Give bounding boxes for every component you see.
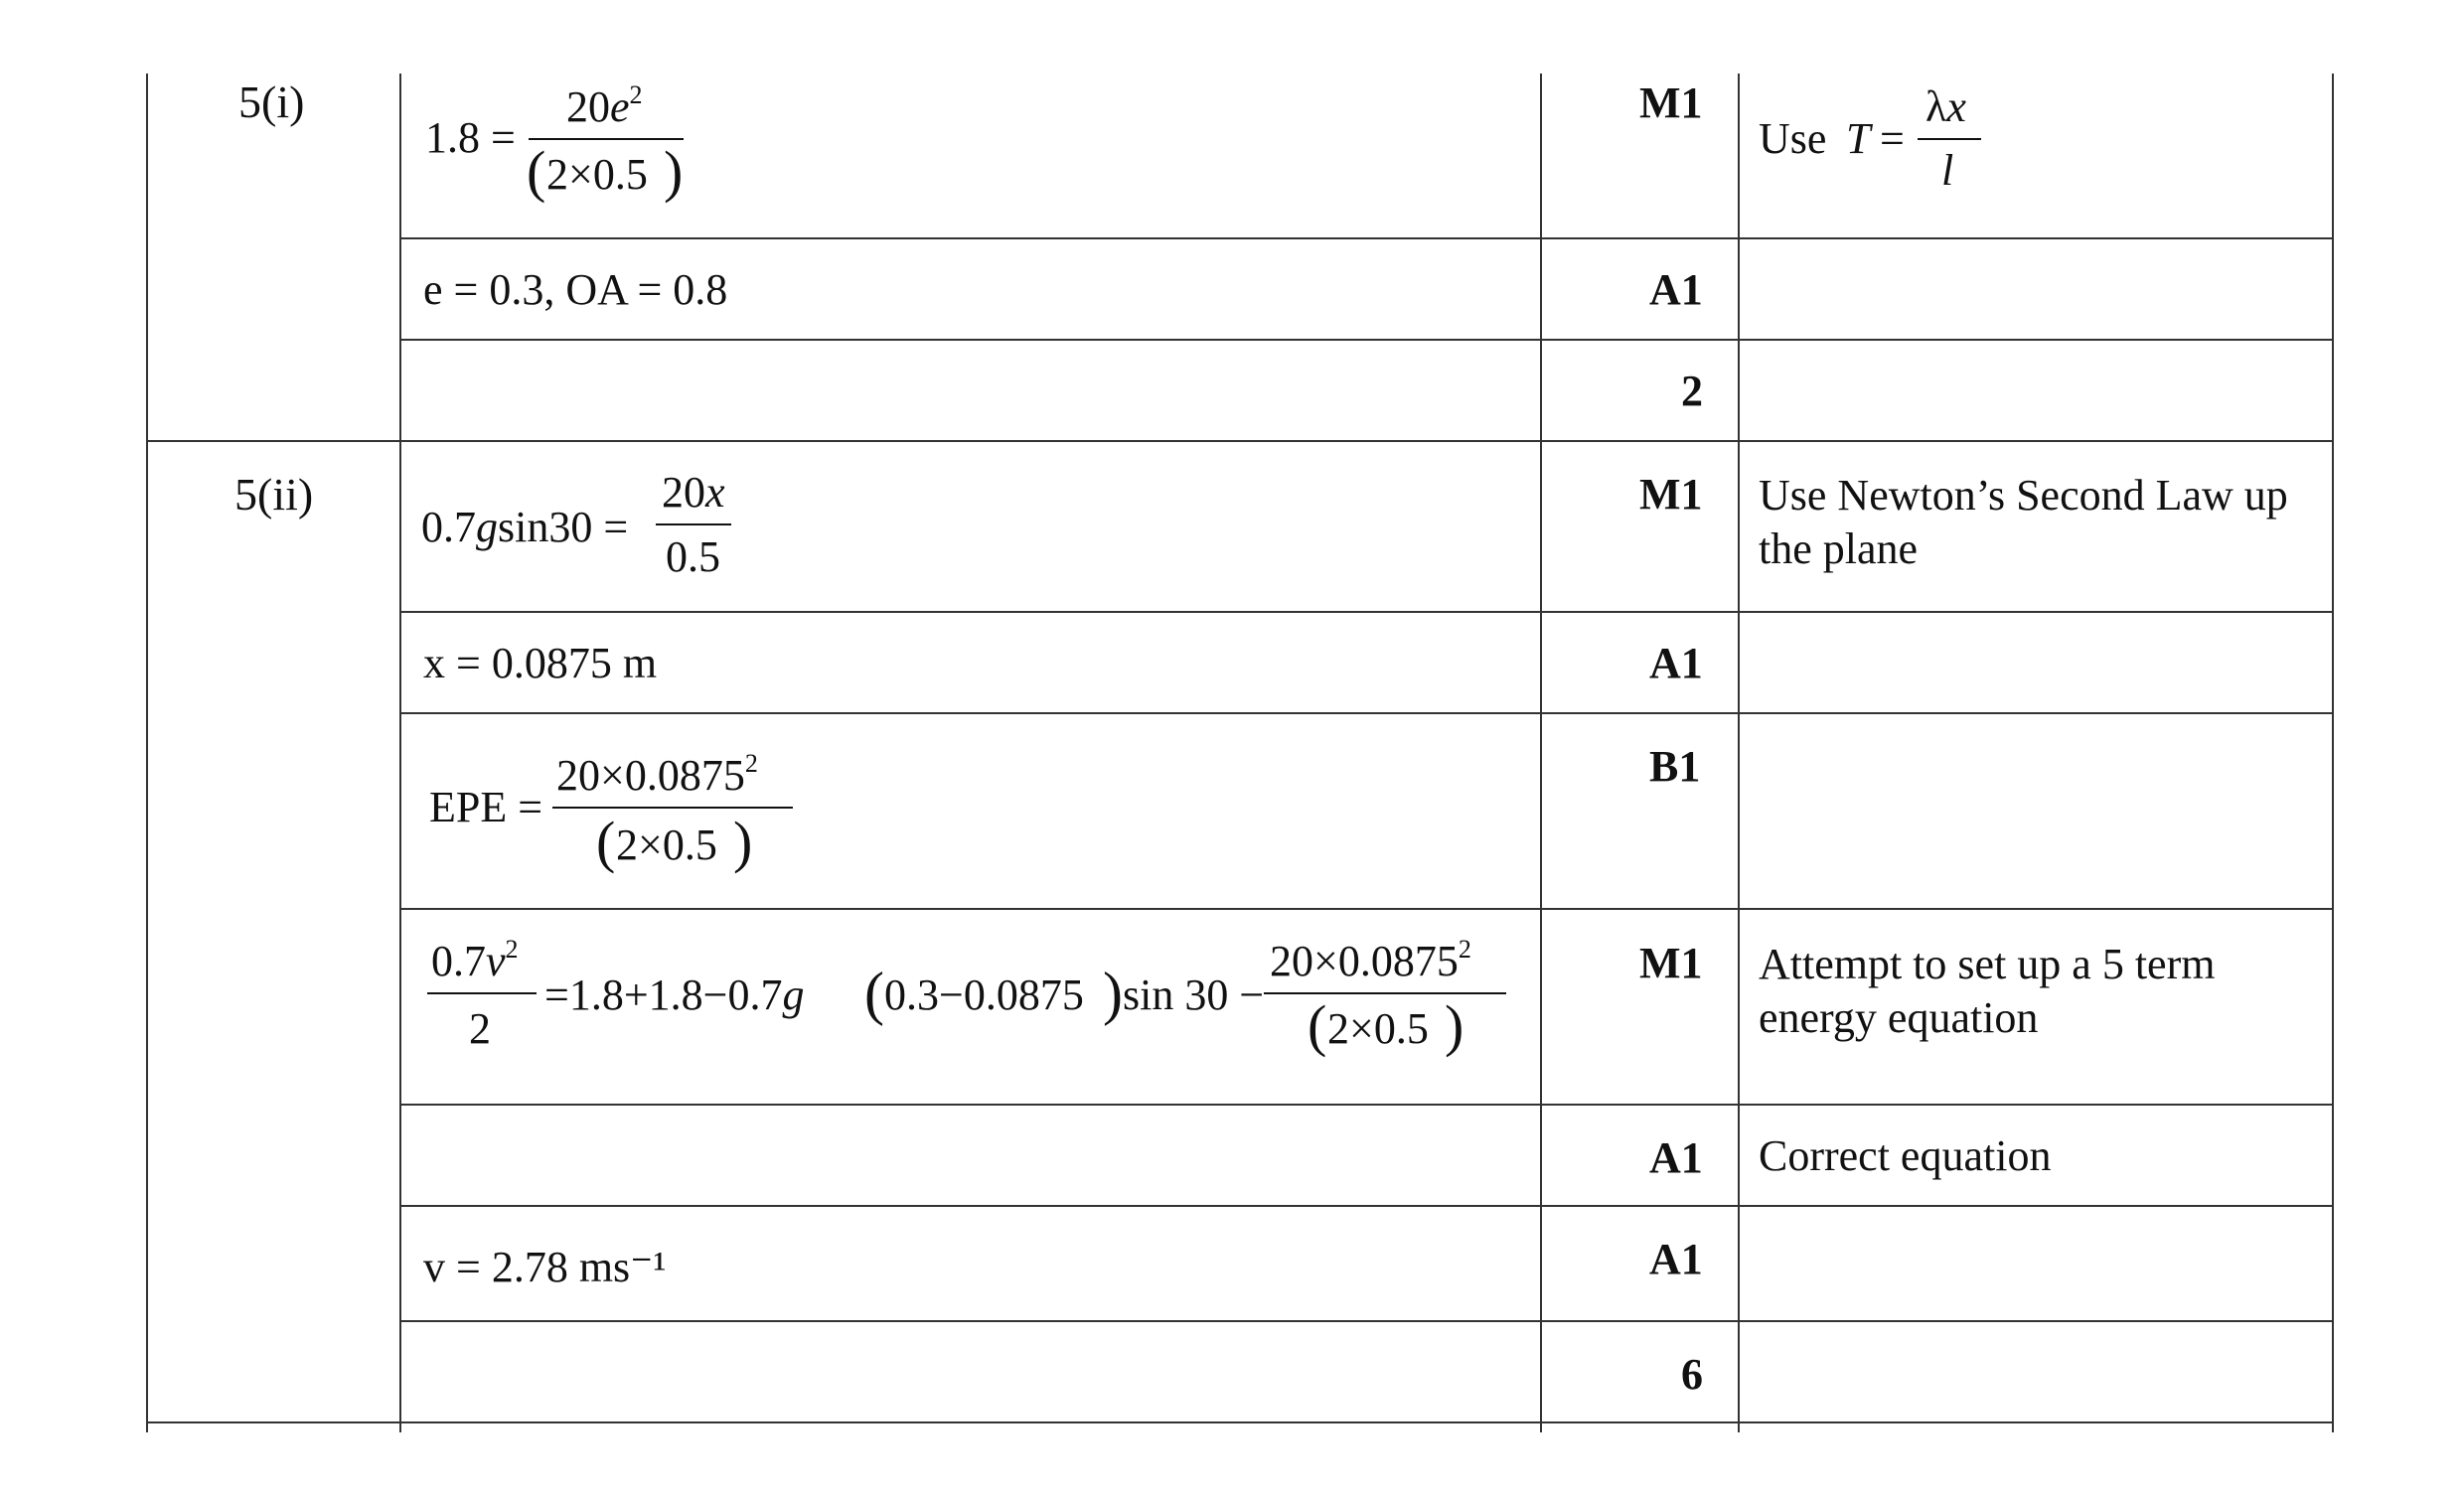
svg-text:2×0.5: 2×0.5	[546, 150, 648, 199]
row-divider	[399, 712, 2334, 714]
answer-text: x = 0.0875 m	[423, 639, 658, 687]
svg-text:(: (	[596, 810, 616, 874]
column-divider-marks	[1540, 74, 1542, 1432]
svg-text:λx: λx	[1925, 82, 1966, 131]
guidance-formula-hooke	[1846, 79, 2045, 199]
table-border-right	[2332, 74, 2334, 1432]
mark-code: M1	[1639, 470, 1703, 519]
row-divider	[399, 237, 2334, 239]
guidance-text: Use Newton’s Second Law up the plane	[1759, 471, 2288, 573]
row-divider	[399, 339, 2334, 341]
mark-code: A1	[1649, 1235, 1703, 1283]
svg-text:(: (	[1308, 993, 1327, 1058]
svg-text:): )	[1445, 993, 1464, 1058]
svg-text:): )	[1103, 961, 1123, 1026]
answer-formula-energy	[417, 934, 1530, 1083]
svg-text:EPE =: EPE =	[429, 783, 543, 831]
svg-text:2×0.5: 2×0.5	[616, 821, 717, 869]
svg-text:0.3−0.0875: 0.3−0.0875	[884, 970, 1084, 1019]
svg-text:l: l	[1941, 146, 1954, 195]
answer-formula-newton	[417, 467, 755, 596]
mark-total: 6	[1681, 1350, 1703, 1399]
svg-text:=: =	[1880, 114, 1905, 163]
row-divider	[399, 908, 2334, 910]
table-border-bottom	[146, 1421, 2334, 1423]
mark-code: B1	[1649, 742, 1701, 791]
row-divider	[399, 611, 2334, 613]
table-border-left	[146, 74, 148, 1432]
svg-text:T: T	[1846, 114, 1871, 163]
mark-code: M1	[1639, 78, 1703, 127]
mark-code: A1	[1649, 639, 1703, 687]
mark-code: A1	[1649, 1133, 1703, 1182]
answer-text: e = 0.3, OA = 0.8	[423, 265, 728, 314]
svg-text:0.5: 0.5	[666, 532, 720, 581]
row-divider	[399, 1104, 2334, 1106]
svg-text:0.7gsin30 =: 0.7gsin30 =	[421, 503, 629, 551]
svg-text:): )	[664, 139, 684, 204]
svg-text:=1.8+1.8−0.7g: =1.8+1.8−0.7g	[544, 970, 805, 1019]
svg-text:sin 30 −: sin 30 −	[1123, 970, 1265, 1019]
guidance-text: Correct equation	[1759, 1131, 2052, 1180]
svg-text:20×0.08752: $20\times 0.0875^2$	[556, 749, 758, 800]
question-number: 5(ii)	[234, 469, 314, 520]
answer-formula-epe	[417, 740, 835, 889]
svg-text:(: (	[527, 139, 546, 204]
mark-total: 2	[1681, 367, 1703, 415]
svg-text:2: 2	[469, 1004, 491, 1053]
svg-text:20e2: $20e^2$	[566, 80, 643, 131]
svg-text:0.7v2: $0.7v^2$	[431, 935, 519, 985]
question-number: 5(i)	[238, 76, 305, 127]
guidance-text: Attempt to set up a 5 term energy equation	[1759, 940, 2216, 1042]
guidance-text: Use	[1759, 114, 1827, 163]
row-divider	[399, 1205, 2334, 1207]
mark-code: M1	[1639, 939, 1703, 987]
answer-formula-tension	[417, 79, 735, 209]
mark-code: A1	[1649, 265, 1703, 314]
answer-text: v = 2.78 ms⁻¹	[423, 1243, 667, 1291]
svg-text:(: (	[864, 961, 884, 1026]
svg-text:20×0.08752: $20\times 0.0875^2$	[1270, 935, 1471, 985]
svg-text:): )	[733, 810, 753, 874]
row-divider	[399, 1320, 2334, 1322]
svg-text:20x: 20x	[662, 468, 725, 517]
question-divider	[146, 440, 2334, 442]
column-divider-guidance	[1738, 74, 1740, 1432]
svg-text:1.8 =: 1.8 =	[425, 113, 516, 162]
svg-text:2×0.5: 2×0.5	[1327, 1004, 1429, 1053]
column-divider-answer	[399, 74, 401, 1432]
